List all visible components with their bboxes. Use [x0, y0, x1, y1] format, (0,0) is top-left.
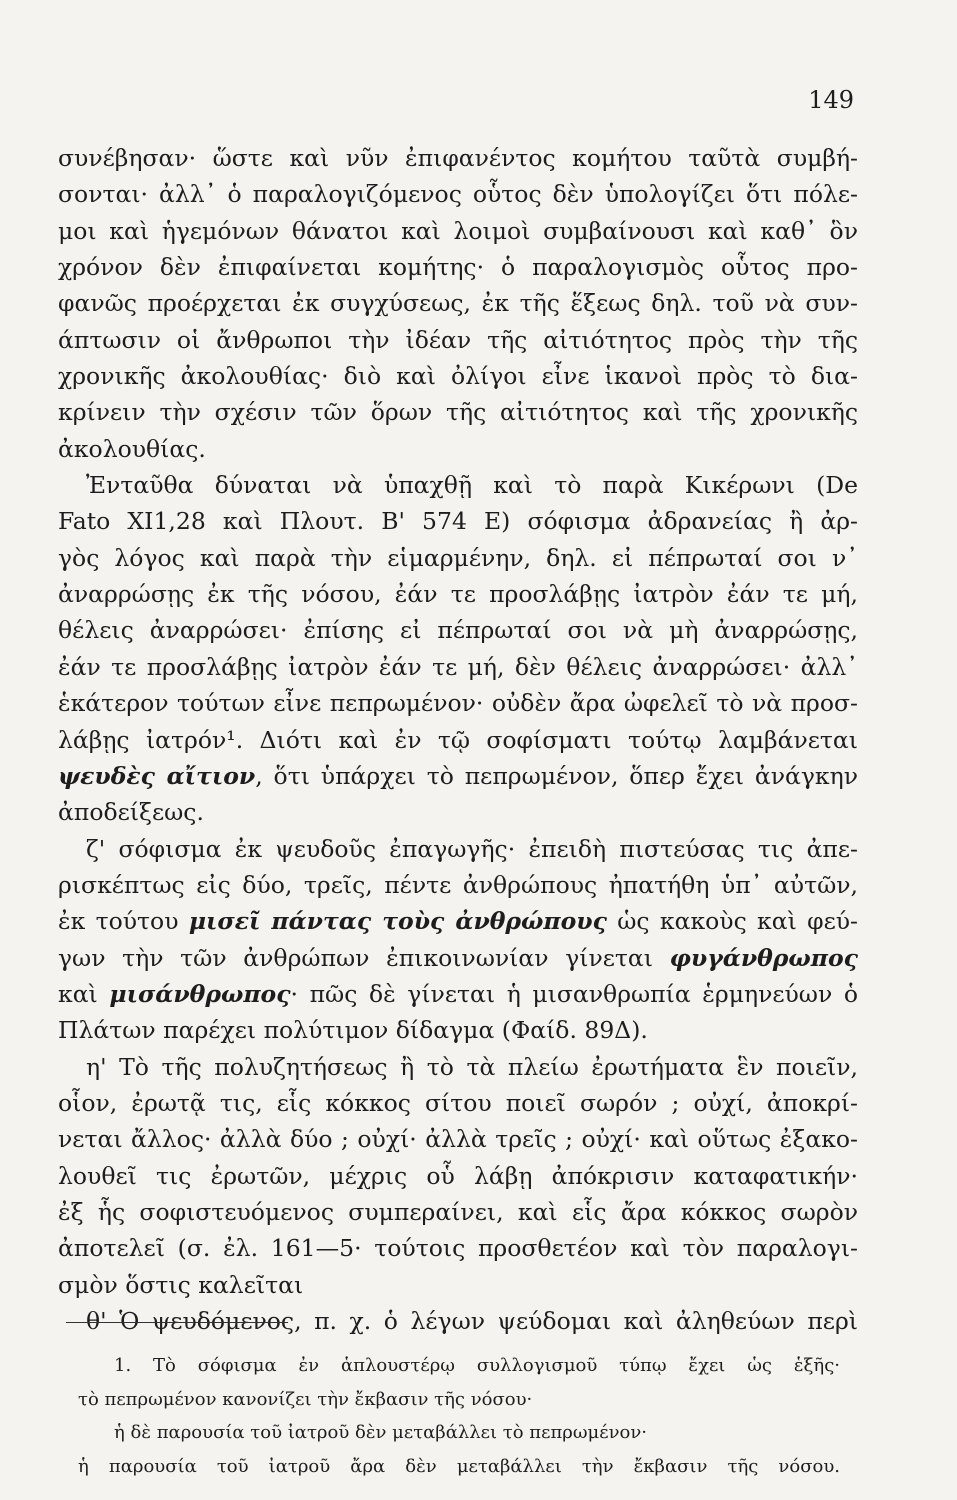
main-text — [58, 140, 858, 1339]
text-line: θ' Ὁ ψευδόμενος, π. χ. ὁ λέγων ψεύδομαι καὶ ἀληθεύων περὶ — [86, 1307, 858, 1335]
text-span: γων τὴν τῶν ἀνθρώπων ἐπικοινωνίαν γίνεται — [58, 943, 670, 972]
text-line — [58, 976, 858, 1012]
footnote-line: ἡ δὲ παρουσία τοῦ ἰατροῦ δὲν μεταβάλλει τὸ πεπρωμένον· — [114, 1422, 648, 1443]
text-span: ὡς κακοὺς καὶ φεύ- — [606, 907, 858, 936]
text-line: Fato XI1,28 καὶ Πλουτ. Β' 574 Ε) σόφισμα ἀδρανείας ἢ ἀρ- — [58, 507, 858, 536]
text-line: χρονικῆς ἀκολουθίας· διὸ καὶ ὀλίγοι εἶνε ἱκανοὶ πρὸς τὸ δια- — [58, 362, 858, 391]
text-line: ἀκολουθίας. — [58, 434, 206, 463]
text-span: ἐκ τούτου — [58, 907, 189, 936]
text-line: νεται ἄλλος· ἀλλὰ δύο ; οὐχί· ἀλλὰ τρεῖς ; οὐχί· καὶ οὕτως ἐξακο- — [58, 1125, 858, 1154]
text-line: ἐξ ἧς σοφιστευόμενος συμπεραίνει, καὶ εἷς ἄρα κόκκος σωρὸν — [58, 1197, 858, 1226]
text-line — [58, 758, 858, 794]
footnote-line: 1. Τὸ σόφισμα ἐν ἁπλουστέρῳ συλλογισμοῦ τύπῳ ἔχει ὡς ἑξῆς· — [114, 1355, 840, 1376]
text-line: ἑκάτερον τούτων εἶνε πεπρωμένον· οὐδὲν ἄρα ὠφελεῖ τὸ νὰ προσ- — [58, 689, 858, 718]
footnote-line: ἡ παρουσία τοῦ ἰατροῦ ἄρα δὲν μεταβάλλει τὴν ἔκβασιν τῆς νόσου. — [78, 1455, 840, 1477]
text-line: φανῶς προέρχεται ἐκ συγχύσεως, ἐκ τῆς ἕξεως δηλ. τοῦ νὰ συν- — [58, 289, 858, 318]
text-line: ἀποδείξεως. — [58, 798, 204, 827]
text-line: ἐάν τε προσλάβῃς ἰατρὸν ἐάν τε μή, δὲν θέλεις ἀναρρώσει· ἀλλ᾽ — [58, 652, 858, 681]
text-line: ζ' σόφισμα ἐκ ψευδοῦς ἐπαγωγῆς· ἐπειδὴ πιστεύσας τις ἀπε- — [86, 834, 858, 863]
emphasis-term: μισεῖ πάντας τοὺς ἀνθρώπους — [188, 907, 607, 936]
text-line: χρόνον δὲν ἐπιφαίνεται κομήτης· ὁ παραλογισμὸς οὗτος προ- — [58, 253, 858, 282]
text-line: άπτωσιν οἱ ἄνθρωποι τὴν ἰδέαν τῆς αἰτιότητος πρὸς τὴν τῆς — [58, 325, 858, 354]
text-line: συνέβησαν· ὥστε καὶ νῦν ἐπιφανέντος κομήτου ταῦτὰ συμβή- — [58, 144, 858, 172]
text-line: λάβῃς ἰατρόν¹. Διότι καὶ ἐν τῷ σοφίσματι τούτῳ λαμβάνεται — [58, 725, 858, 754]
text-line: λουθεῖ τις ἐρωτῶν, μέχρις οὗ λάβῃ ἀπόκρισιν καταφατικήν· — [58, 1161, 858, 1190]
emphasis-term: ψευδὲς αἴτιον — [58, 761, 256, 790]
text-line: μοι καὶ ἡγεμόνων θάνατοι καὶ λοιμοὶ συμβαίνουσι καὶ καθ᾽ ὃν — [58, 216, 858, 245]
footnote — [78, 1349, 840, 1483]
text-span: , ὅτι ὑπάρχει τὸ πεπρωμένον, ὅπερ ἔχει ἀνάγκην — [255, 761, 858, 790]
text-line: οἷον, ἐρωτᾷ τις, εἷς κόκκος σίτου ποιεῖ σωρόν ; οὐχί, ἀποκρί- — [58, 1088, 858, 1117]
text-line: Πλάτων παρέχει πολύτιμον δίδαγμα (Φαίδ. 89Δ). — [58, 1016, 648, 1045]
text-line: η' Τὸ τῆς πολυζητήσεως ἢ τὸ τὰ πλείω ἐρωτήματα ἓν ποιεῖν, — [86, 1052, 858, 1081]
text-line: ρισκέπτως εἰς δύο, τρεῖς, πέντε ἀνθρώπους ἠπατήθη ὑπ᾽ αὐτῶν, — [58, 870, 858, 899]
text-line: θέλεις ἀναρρώσει· ἐπίσης εἰ πέπρωταί σοι νὰ μὴ ἀναρρώσῃς, — [58, 616, 858, 645]
footnote-line: τὸ πεπρωμένον κανονίζει τὴν ἔκβασιν τῆς νόσου· — [78, 1388, 533, 1410]
text-line: σονται· ἀλλ᾽ ὁ παραλογιζόμενος οὗτος δὲν ὑπολογίζει ὅτι πόλε- — [58, 180, 858, 209]
text-line — [58, 940, 858, 976]
text-line: ἀναρρώσῃς ἐκ τῆς νόσου, ἐάν τε προσλάβῃς ἰατρὸν ἐάν τε μή, — [58, 580, 858, 609]
text-line: σμὸν ὅστις καλεῖται — [58, 1270, 304, 1299]
text-line: γὸς λόγος καὶ παρὰ τὴν εἱμαρμένην, δηλ. εἰ πέπρωταί σοι ν᾽ — [58, 543, 858, 572]
text-span: · πῶς δὲ γίνεται ἡ μισανθρωπία ἑρμηνεύων ὁ — [290, 979, 858, 1008]
text-line — [58, 903, 858, 939]
text-line: κρίνειν τὴν σχέσιν τῶν ὅρων τῆς αἰτιότητος καὶ τῆς χρονικῆς — [58, 398, 858, 427]
text-line: Ἐνταῦθα δύναται νὰ ὑπαχθῇ καὶ τὸ παρὰ Κικέρωνι (De — [86, 471, 858, 500]
page-number: 149 — [808, 86, 854, 114]
emphasis-term: φυγάνθρωπος — [669, 943, 858, 972]
text-line: ἀποτελεῖ (σ. ἐλ. 161—5· τούτοις προσθετέον καὶ τὸν παραλογι- — [58, 1234, 858, 1263]
footnote-divider — [66, 1322, 288, 1323]
emphasis-term: μισάνθρωπος — [109, 979, 291, 1008]
text-span: καὶ — [58, 979, 110, 1008]
